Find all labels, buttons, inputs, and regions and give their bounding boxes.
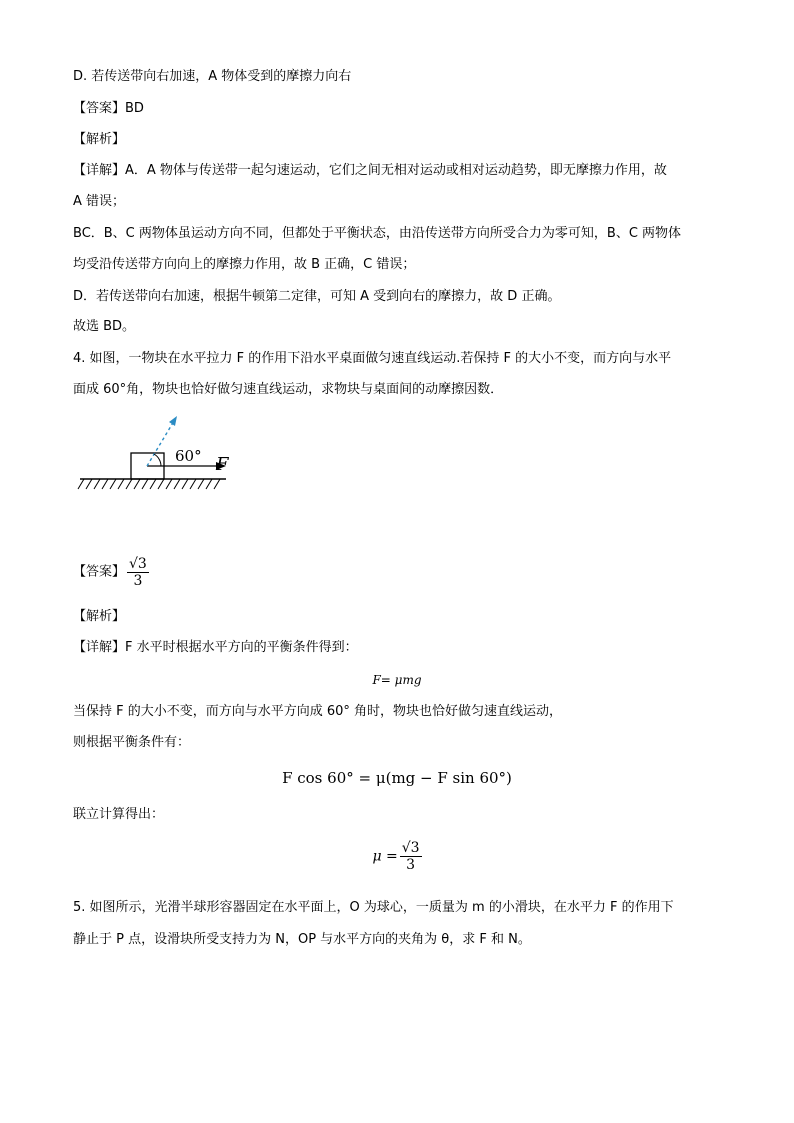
inclined-force-arrow — [147, 421, 174, 466]
angle-label: 60° — [175, 447, 202, 465]
detail-line: D．若传送带向右加速，根据牛顿第二定律，可知 A 受到向右的摩擦力，故 D 正确。 — [73, 289, 561, 304]
question-5-line: 静止于 P 点，设滑块所受支持力为 N，OP 与水平方向的夹角为 θ，求 F 和 N。 — [73, 932, 531, 947]
answer-denominator: 3 — [133, 573, 143, 589]
formula-2: F cos 60° = μ(mg − F sin 60°) — [282, 769, 512, 787]
analysis-label: 【解析】 — [73, 132, 126, 147]
formula-3-denominator: 3 — [406, 857, 416, 873]
formula-1: F= μmg — [372, 673, 422, 687]
option-d: D. 若传送带向右加速，A 物体受到的摩擦力向右 — [73, 69, 352, 84]
answer-label: 【答案】 — [73, 101, 126, 116]
formula-3-fraction — [400, 840, 422, 873]
block-on-table-figure — [76, 408, 236, 494]
angle-arc — [154, 454, 161, 466]
force-label: F — [216, 454, 229, 475]
detail-line: 均受沿传送带方向向上的摩擦力作用，故 B 正确，C 错误； — [73, 257, 416, 272]
detail-line: 联立计算得出： — [73, 807, 165, 822]
conclusion: 故选 BD。 — [73, 319, 136, 334]
detail-line: 则根据平衡条件有： — [73, 735, 191, 750]
inclined-force-arrowhead — [169, 416, 177, 426]
analysis-label: 【解析】 — [73, 609, 126, 624]
formula-3-numerator: √3 — [401, 840, 420, 856]
question-5-line: 5. 如图所示，光滑半球形容器固定在水平面上，O 为球心，一质量为 m 的小滑块，在水平力 F 的作用下 — [73, 900, 674, 915]
formula-3 — [0, 840, 794, 873]
detail-line: 【详解】F 水平时根据水平方向的平衡条件得到： — [73, 640, 358, 655]
detail-line: A 错误； — [73, 194, 126, 209]
answer-fraction — [127, 556, 149, 589]
detail-line: 【详解】A．A 物体与传送带一起匀速运动，它们之间无相对运动或相对运动趋势，即无摩擦力作用，故 — [73, 163, 667, 178]
answer-line-q4 — [73, 556, 149, 589]
formula-3-lhs: μ = — [372, 848, 398, 865]
detail-line: BC．B、C 两物体虽运动方向不同，但都处于平衡状态，由沿传送带方向所受合力为零可知，B、C 两物体 — [73, 226, 682, 241]
answer-numerator: √3 — [129, 556, 147, 572]
question-4-line: 4. 如图，一物块在水平拉力 F 的作用下沿水平桌面做匀速直线运动.若保持 F 的大小不变，而方向与水平 — [73, 351, 672, 366]
answer-line-q3 — [73, 100, 144, 118]
question-4-line: 面成 60°角，物块也恰好做匀速直线运动，求物块与桌面间的动摩擦因数． — [73, 382, 504, 397]
answer-label: 【答案】 — [73, 564, 126, 580]
detail-line: 当保持 F 的大小不变，而方向与水平方向成 60° 角时，物块也恰好做匀速直线运动， — [73, 704, 563, 719]
answer-value: BD — [125, 101, 144, 116]
table-hatching — [78, 479, 220, 489]
